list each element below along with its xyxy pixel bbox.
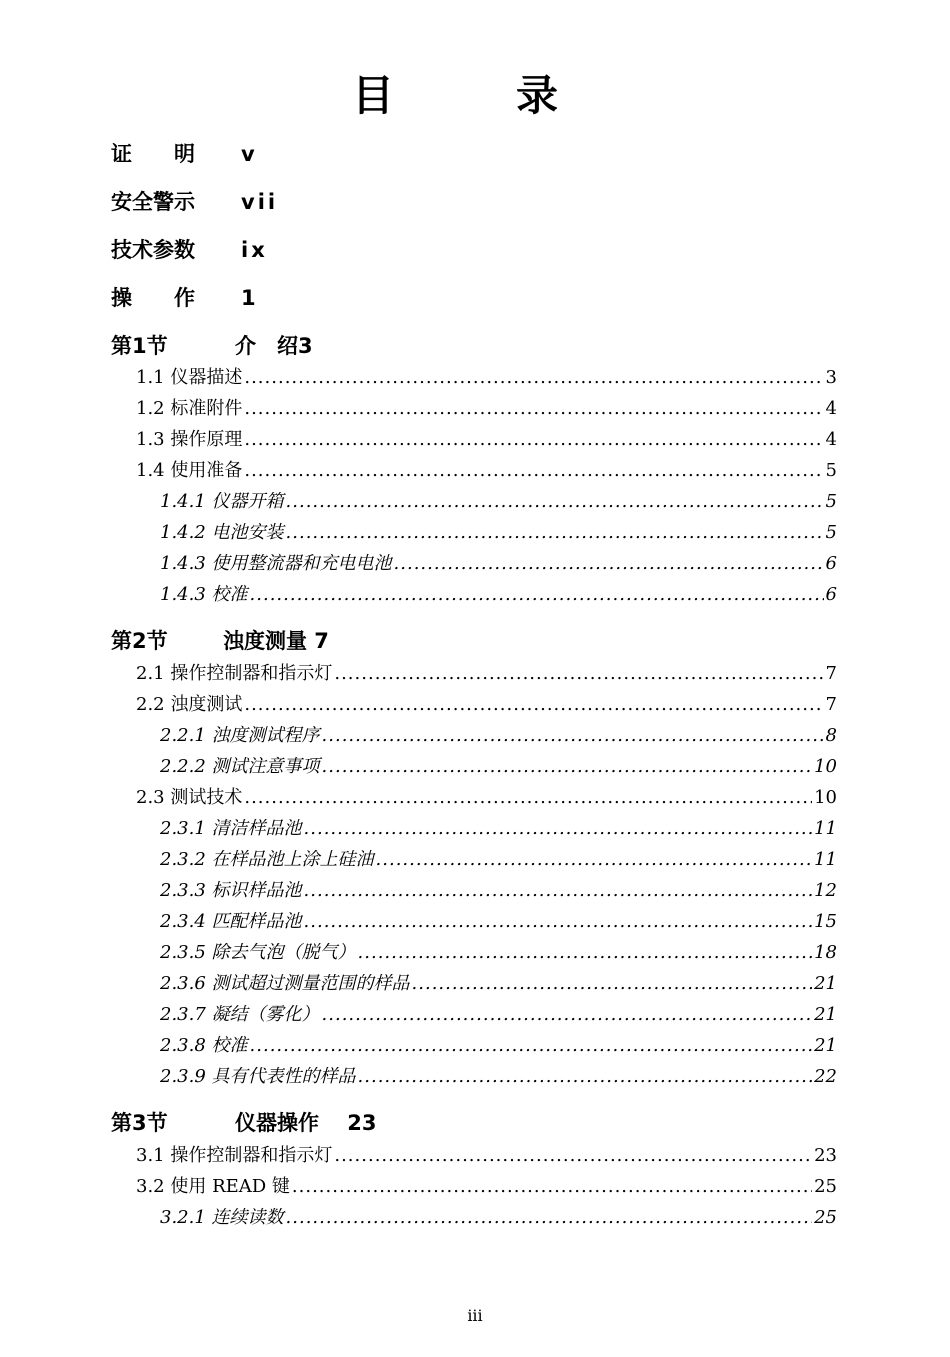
section-number: 第2节 [111, 629, 168, 653]
section-number: 第1节 [111, 334, 168, 358]
entry-label: 2.3.9 具有代表性的样品 [160, 1066, 356, 1087]
dot-leader [358, 1065, 813, 1089]
front-matter-page: 1 [241, 286, 259, 310]
entry-page: 18 [814, 942, 837, 963]
toc-entry[interactable] [136, 1144, 837, 1168]
section-heading-1[interactable] [111, 332, 831, 360]
dot-leader [244, 428, 823, 452]
section-number: 第3节 [111, 1111, 168, 1135]
toc-entry[interactable] [160, 1206, 837, 1230]
toc-entry[interactable] [160, 848, 837, 872]
section-title: 仪器操作 23 [235, 1111, 377, 1135]
entry-label: 2.3.1 清洁样品池 [160, 818, 302, 839]
entry-page: 12 [814, 880, 837, 901]
section-title: 浊度测量 7 [223, 629, 329, 653]
front-matter-item[interactable] [111, 284, 259, 312]
entry-label: 1.2 标准附件 [136, 398, 243, 419]
entry-page: 5 [825, 460, 837, 481]
entry-page: 5 [825, 522, 837, 543]
dot-leader [244, 459, 823, 483]
entry-page: 21 [814, 1004, 837, 1025]
toc-entry[interactable] [160, 583, 837, 607]
dot-leader [412, 972, 813, 996]
front-matter-page: ix [241, 238, 268, 262]
dot-leader [304, 817, 813, 841]
front-matter-label: 证 明 [111, 142, 195, 166]
entry-label: 1.4.1 仪器开箱 [160, 491, 284, 512]
dot-leader [244, 786, 812, 810]
dot-leader [286, 1206, 813, 1230]
entry-label: 2.3.6 测试超过测量范围的样品 [160, 973, 410, 994]
dot-leader [244, 366, 823, 390]
entry-label: 2.3.5 除去气泡（脱气） [160, 942, 356, 963]
entry-page: 11 [814, 849, 837, 870]
toc-entry[interactable] [160, 1034, 837, 1058]
toc-entry[interactable] [136, 397, 837, 421]
toc-entry[interactable] [136, 662, 837, 686]
entry-label: 3.2 使用 READ 键 [136, 1176, 290, 1197]
toc-entry[interactable] [136, 366, 837, 390]
dot-leader [304, 910, 813, 934]
entry-page: 3 [825, 367, 837, 388]
front-matter-item[interactable] [111, 188, 279, 216]
entry-label: 1.1 仪器描述 [136, 367, 243, 388]
entry-page: 23 [814, 1145, 837, 1166]
dot-leader [376, 848, 813, 872]
entry-label: 1.4 使用准备 [136, 460, 243, 481]
entry-label: 2.3.3 标识样品池 [160, 880, 302, 901]
entry-page: 21 [814, 1035, 837, 1056]
entry-page: 11 [814, 818, 837, 839]
page-title: 目 录 [351, 71, 598, 120]
dot-leader [322, 755, 813, 779]
entry-label: 2.3.8 校准 [160, 1035, 248, 1056]
entry-page: 6 [825, 553, 837, 574]
dot-leader [304, 879, 813, 903]
toc-entry[interactable] [160, 1003, 837, 1027]
toc-entry[interactable] [160, 724, 837, 748]
toc-entry[interactable] [136, 428, 837, 452]
dot-leader [244, 397, 823, 421]
entry-label: 2.3 测试技术 [136, 787, 243, 808]
entry-label: 2.2.2 测试注意事项 [160, 756, 320, 777]
entry-page: 7 [825, 694, 837, 715]
toc-entry[interactable] [160, 972, 837, 996]
page-number-footer: iii [467, 1306, 483, 1325]
toc-entry[interactable] [160, 817, 837, 841]
dot-leader [322, 1003, 813, 1027]
dot-leader [334, 1144, 812, 1168]
entry-page: 10 [814, 787, 837, 808]
entry-page: 22 [814, 1066, 837, 1087]
entry-label: 2.2.1 浊度测试程序 [160, 725, 320, 746]
entry-label: 1.4.3 校准 [160, 584, 248, 605]
dot-leader [286, 490, 824, 514]
toc-entry[interactable] [160, 552, 837, 576]
entry-page: 25 [814, 1176, 837, 1197]
entry-page: 25 [814, 1207, 837, 1228]
dot-leader [250, 583, 824, 607]
entry-page: 5 [825, 491, 837, 512]
toc-entry[interactable] [136, 693, 837, 717]
entry-label: 2.2 浊度测试 [136, 694, 243, 715]
entry-label: 2.3.7 凝结（雾化） [160, 1004, 320, 1025]
entry-label: 2.3.2 在样品池上涂上硅油 [160, 849, 374, 870]
front-matter-page: vii [241, 190, 279, 214]
entry-label: 3.1 操作控制器和指示灯 [136, 1145, 333, 1166]
front-matter-page: v [241, 142, 258, 166]
front-matter-label: 操 作 [111, 286, 195, 310]
toc-entry[interactable] [160, 879, 837, 903]
entry-page: 6 [825, 584, 837, 605]
dot-leader [286, 521, 824, 545]
toc-entry[interactable] [160, 490, 837, 514]
toc-entry[interactable] [160, 521, 837, 545]
entry-page: 10 [814, 756, 837, 777]
toc-entry[interactable] [160, 755, 837, 779]
entry-page: 4 [825, 398, 837, 419]
dot-leader [358, 941, 813, 965]
entry-page: 21 [814, 973, 837, 994]
toc-entry[interactable] [136, 786, 837, 810]
toc-entry[interactable] [136, 459, 837, 483]
entry-label: 1.3 操作原理 [136, 429, 243, 450]
front-matter-item[interactable] [111, 140, 258, 168]
entry-label: 2.3.4 匹配样品池 [160, 911, 302, 932]
front-matter-label: 技术参数 [111, 238, 195, 262]
toc-entry[interactable] [160, 910, 837, 934]
entry-page: 15 [814, 911, 837, 932]
dot-leader [334, 662, 823, 686]
entry-page: 8 [825, 725, 837, 746]
front-matter-label: 安全警示 [111, 190, 195, 214]
toc-entry[interactable] [160, 941, 837, 965]
entry-label: 2.1 操作控制器和指示灯 [136, 663, 333, 684]
front-matter-item[interactable] [111, 236, 268, 264]
dot-leader [244, 693, 823, 717]
section-title: 介 绍3 [235, 334, 313, 358]
entry-page: 4 [825, 429, 837, 450]
entry-page: 7 [825, 663, 837, 684]
dot-leader [394, 552, 824, 576]
entry-label: 1.4.2 电池安装 [160, 522, 284, 543]
dot-leader [250, 1034, 813, 1058]
entry-label: 3.2.1 连续读数 [160, 1207, 284, 1228]
section-heading-3[interactable] [111, 1109, 831, 1137]
dot-leader [322, 724, 824, 748]
entry-label: 1.4.3 使用整流器和充电电池 [160, 553, 392, 574]
toc-entry[interactable] [136, 1175, 837, 1199]
section-heading-2[interactable] [111, 627, 831, 655]
toc-entry[interactable] [160, 1065, 837, 1089]
dot-leader [292, 1175, 812, 1199]
